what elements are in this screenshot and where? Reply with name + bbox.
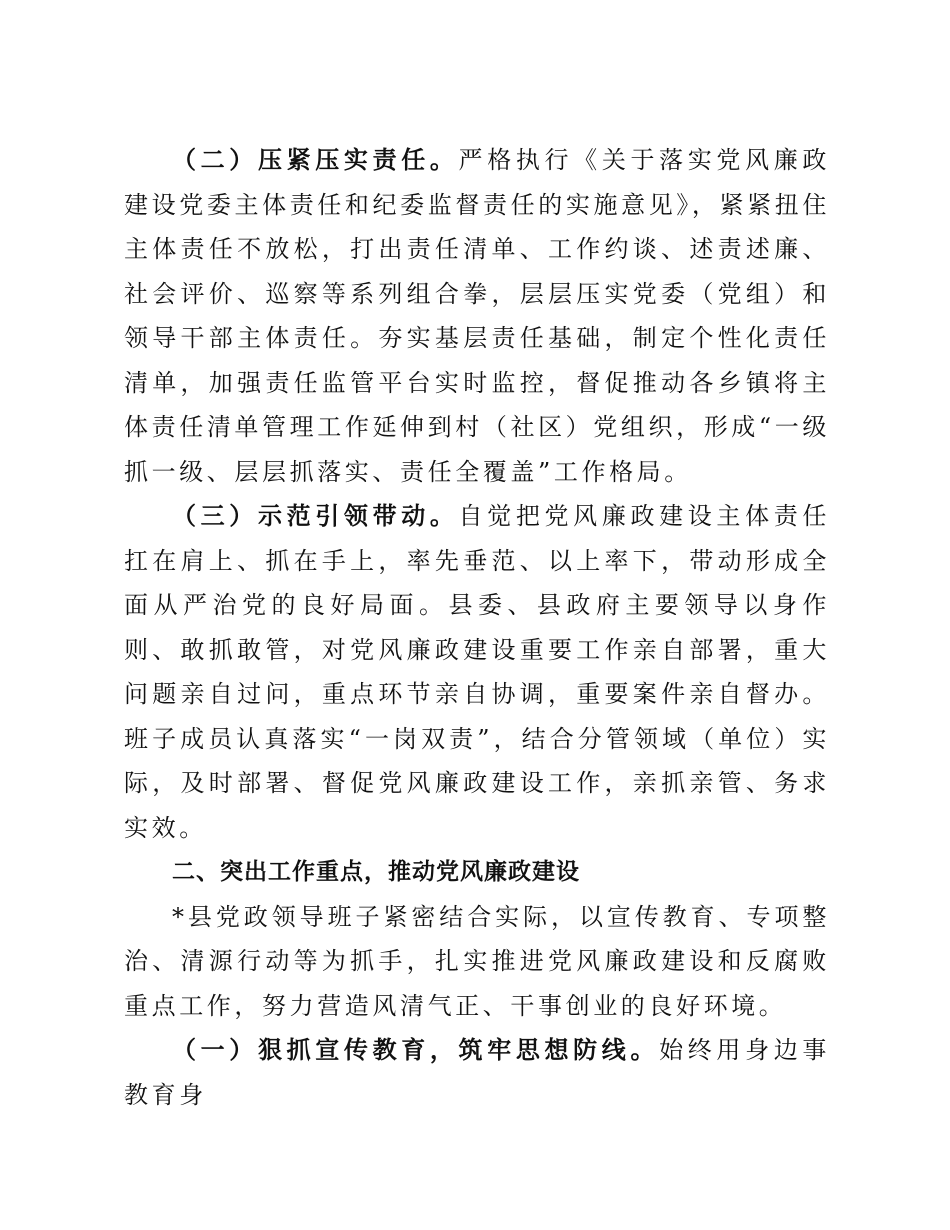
paragraph-body: 始终用身边事教育身 [124, 1036, 830, 1109]
paragraph-lead: （一）狠抓宣传教育，筑牢思想防线。 [172, 1035, 660, 1064]
paragraph-education [124, 1028, 830, 1117]
paragraph-section-intro: *县党政领导班子紧密结合实际，以宣传教育、专项整治、清源行动等为抓手，扎实推进党风廉政建设和反腐败重点工作，努力营造风清气正、干事创业的良好环境。 [124, 902, 830, 1020]
paragraph-lead: （三）示范引领带动。 [172, 501, 459, 530]
paragraph-responsibility [124, 138, 830, 494]
paragraph-lead: （二）压紧压实责任。 [172, 145, 459, 174]
paragraph-exemplary-leadership [124, 494, 830, 850]
paragraph-body: 自觉把党风廉政建设主体责任扛在肩上、抓在手上，率先垂范、以上率下，带动形成全面从严治党的良好局面。县委、县政府主要领导以身作则、敢抓敢管，对党风廉政建设重要工作亲自部署，重大问题亲自过问，重点环节亲自协调，重要案件亲自督办。班子成员认真落实“一岗双责”，结合分管领域（单位）实际，及时部署、督促党风廉政建设工作，亲抓亲管、务求实效。 [124, 502, 830, 842]
paragraph-body: 严格执行《关于落实党风廉政建设党委主体责任和纪委监督责任的实施意见》，紧紧扭住主体责任不放松，打出责任清单、工作约谈、述责述廉、社会评价、巡察等系列组合拳，层层压实党委（党组）和领导干部主体责任。夯实基层责任基础，制定个性化责任清单，加强责任监管平台实时监控，督促推动各乡镇将主体责任清单管理工作延伸到村（社区）党组织，形成“一级抓一级、层层抓落实、责任全覆盖”工作格局。 [124, 146, 830, 486]
section-heading: 二、突出工作重点，推动党风廉政建设 [172, 859, 580, 885]
